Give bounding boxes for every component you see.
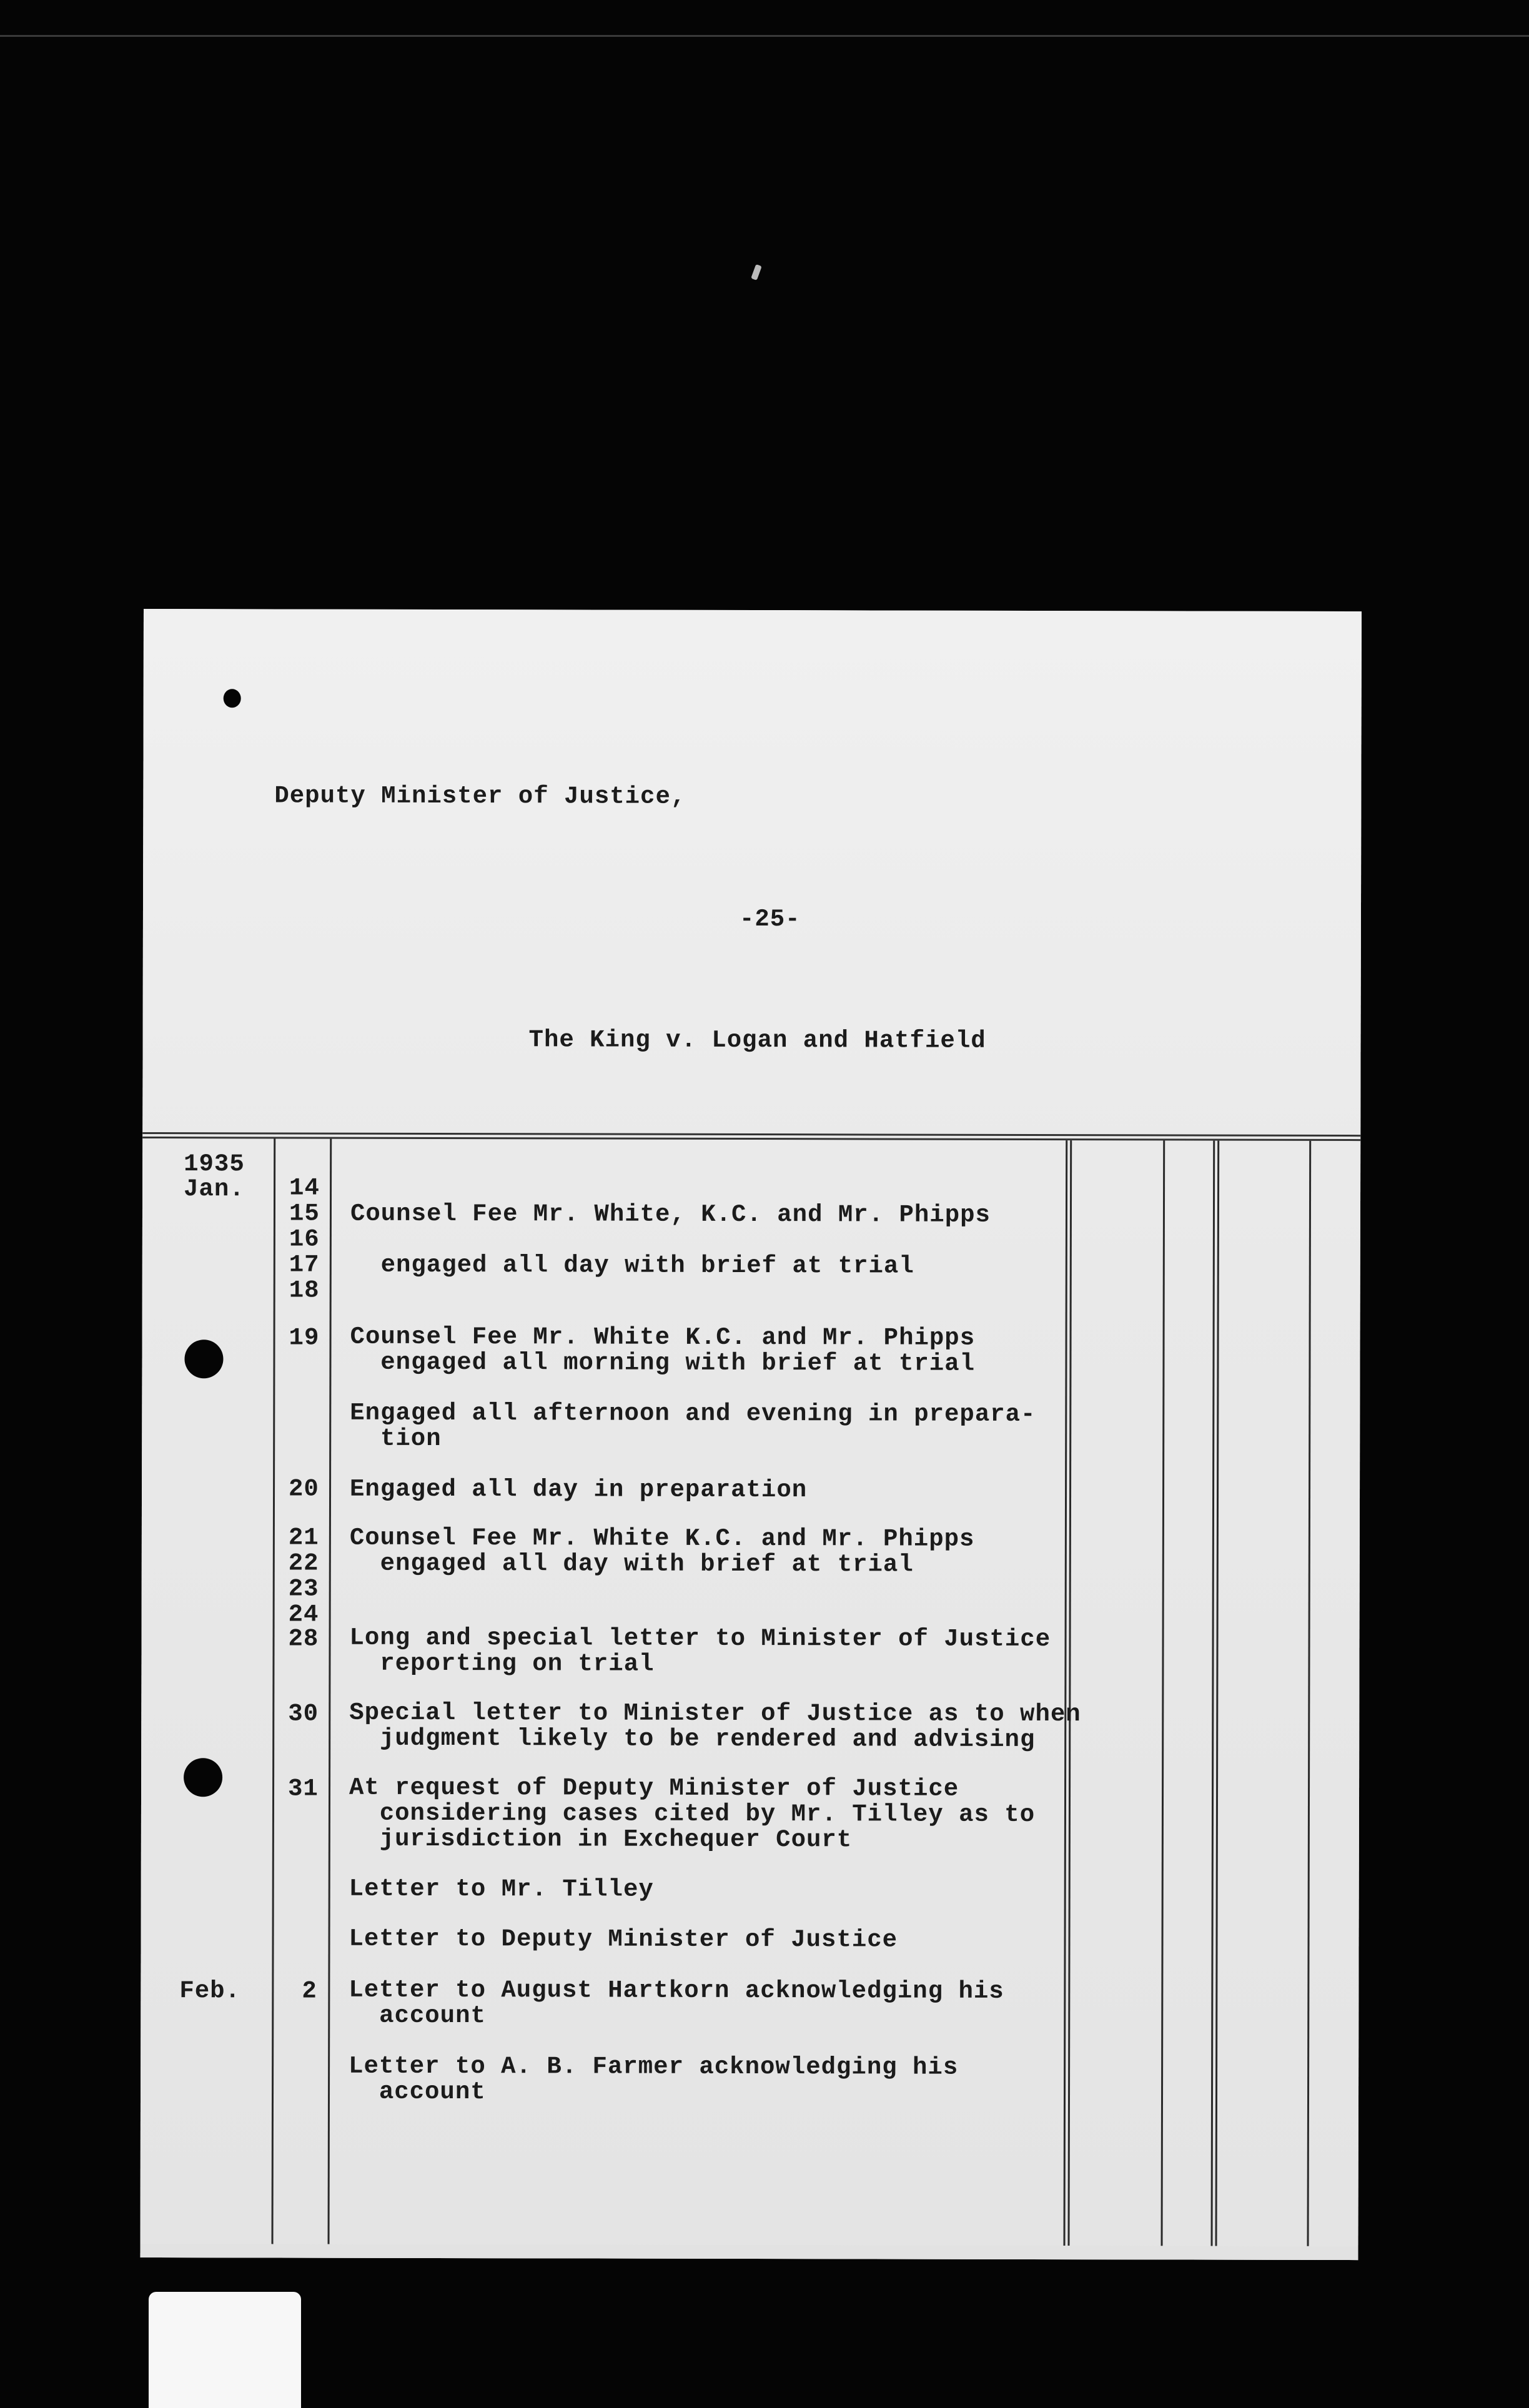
entry-days: 2 [302, 1977, 317, 2005]
entry-days: 28 [288, 1625, 319, 1653]
ledger-column-rule-month [272, 1138, 276, 2244]
entry-text: Counsel Fee Mr. White K.C. and Mr. Phipps engaged all day with brief at trial [349, 1524, 975, 1579]
entry-days: 20 [289, 1475, 319, 1503]
addressee-line: Deputy Minister of Justice, [274, 782, 686, 811]
entry-text: At request of Deputy Minister of Justice considering cases cited by Mr. Tilley as to jurisdiction in Exchequer Court [349, 1774, 1036, 1854]
entry-text: Long and special letter to Minister of Justice reporting on trial [349, 1624, 1051, 1678]
ledger-top-rule [142, 1132, 1360, 1141]
film-speck [751, 264, 762, 280]
ledger-column-rule-amount-1 [1064, 1140, 1072, 2246]
entry-text: Engaged all day in preparation [350, 1475, 808, 1504]
document-page [140, 609, 1362, 2260]
ledger-column-rule-amount-3 [1211, 1141, 1220, 2246]
entry-days: 30 [288, 1700, 319, 1728]
page-bottom-edge [140, 2244, 1358, 2260]
entry-days: 19 [289, 1324, 320, 1352]
entry-text: Engaged all afternoon and evening in prepara- tion [350, 1399, 1036, 1453]
entry-days: 14 15 16 17 18 [289, 1174, 320, 1305]
film-label-card [149, 2292, 301, 2408]
punch-hole-top [224, 689, 241, 708]
entry-text: Letter to A. B. Farmer acknowledging his account [348, 2052, 959, 2106]
entry-text: Letter to August Hartkorn acknowledging his account [349, 1976, 1004, 2030]
entry-text: Special letter to Minister of Justice as to when judgment likely to be rendered and advising [349, 1699, 1081, 1754]
ledger-column-rule-amount-2 [1161, 1140, 1165, 2246]
case-title: The King v. Logan and Hatfield [528, 1026, 986, 1055]
entry-days: 21 22 23 24 [288, 1524, 319, 1629]
entry-month: Feb. [179, 1977, 241, 2005]
ledger-year: 1935 [184, 1150, 245, 1178]
entry-text: Letter to Mr. Tilley [349, 1875, 654, 1903]
entry-days: 31 [287, 1775, 319, 1803]
punch-hole-middle [184, 1340, 223, 1378]
entry-month: Jan. [184, 1175, 245, 1203]
entry-text: Letter to Deputy Minister of Justice [349, 1925, 898, 1954]
page-number: -25- [739, 905, 801, 934]
film-edge-line [0, 35, 1529, 37]
punch-hole-lower [184, 1758, 222, 1797]
entry-text: Counsel Fee Mr. White K.C. and Mr. Phipps engaged all morning with brief at trial [350, 1323, 976, 1378]
ledger-column-rule-day [328, 1139, 332, 2244]
ledger-column-rule-amount-4 [1307, 1141, 1312, 2246]
entry-text: Counsel Fee Mr. White, K.C. and Mr. Phipps engaged all day with brief at trial [350, 1174, 991, 1280]
